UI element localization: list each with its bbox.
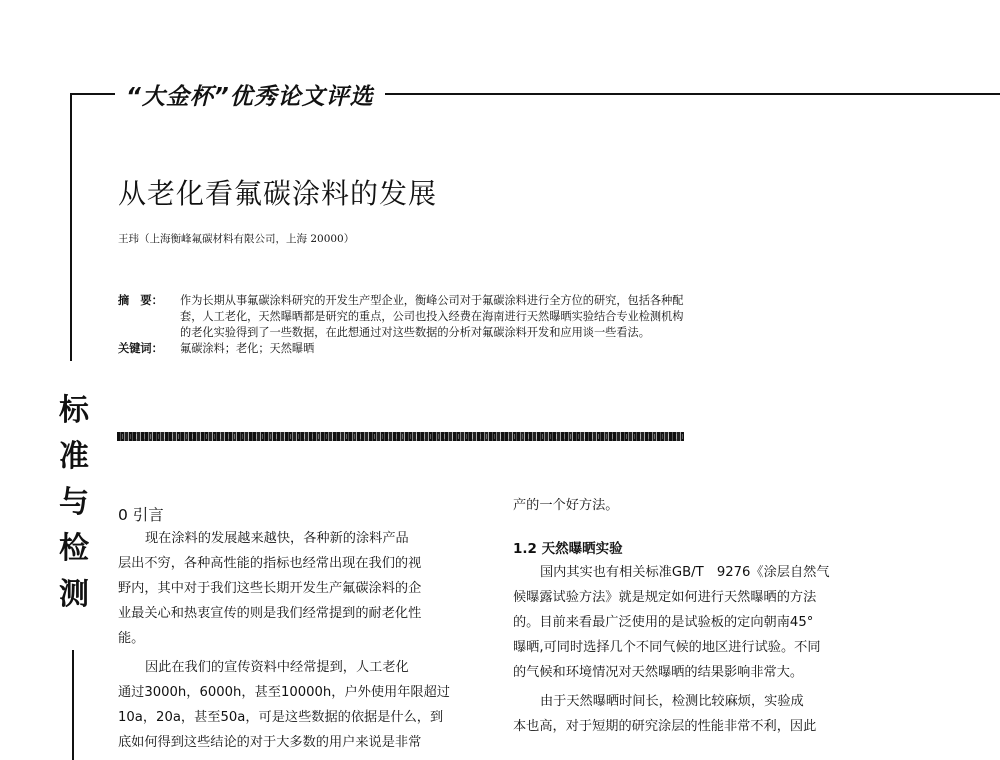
text-line: 国内其实也有相关标准GB/T 9276《涂层自然气 [540, 565, 830, 580]
frame-left-rule-upper [70, 93, 72, 361]
frame-left-rule-lower [72, 650, 74, 760]
text-line: 通过3000h，6000h，甚至10000h，户外使用年限超过 [118, 685, 450, 700]
subsection-heading-natural-exposure: 1.2 天然曝晒实验 [513, 541, 623, 557]
abstract-text [180, 293, 858, 341]
text-line: 现在涂料的发展越来越快，各种新的涂料产品 [145, 531, 409, 546]
column-label-standards-testing [56, 388, 92, 618]
abstract-block [118, 293, 858, 357]
column-label-char: 标 [59, 393, 89, 428]
frame-top-right-rule [385, 93, 1000, 95]
column-label-char: 与 [59, 485, 89, 520]
keywords-text: 氟碳涂料；老化；天然曝晒 [180, 342, 315, 355]
frame-top-left-rule [70, 93, 115, 95]
text-line: 底如何得到这些结论的对于大多数的用户来说是非常 [118, 735, 422, 750]
text-line: 的。目前来看最广泛使用的是试验板的定向朝南45° [513, 615, 814, 630]
author-affiliation: 王玮（上海衡峰氟碳材料有限公司，上海 20000） [118, 233, 355, 245]
text-line: 由于天然曝晒时间长，检测比较麻烦，实验成 [540, 694, 804, 709]
decorative-separator-bar [117, 432, 684, 441]
abstract-line: 作为长期从事氟碳涂料研究的开发生产型企业，衡峰公司对于氟碳涂料进行全方位的研究，包括各种配 [180, 294, 684, 307]
abstract-line: 套，人工老化，天然曝晒都是研究的重点，公司也投入经费在海南进行天然曝晒实验结合专业检测机构 [180, 310, 684, 323]
section-heading-introduction: 0 引言 [118, 506, 164, 524]
text-line: 候曝露试验方法》就是规定如何进行天然曝晒的方法 [513, 590, 817, 605]
paragraph [513, 689, 908, 739]
abstract-line: 的老化实验得到了一些数据，在此想通过对这些数据的分析对氟碳涂料开发和应用谈一些看法。 [180, 326, 650, 339]
body-column-right [513, 493, 908, 739]
paragraph [118, 655, 503, 755]
column-label-char: 检 [59, 531, 89, 566]
keywords [118, 341, 858, 357]
text-line: 层出不穷，各种高性能的指标也经常出现在我们的视 [118, 556, 422, 571]
text-line: 曝晒,可同时选择几个不同气候的地区进行试验。不同 [513, 640, 821, 655]
body-column-left [118, 504, 503, 755]
paragraph [513, 560, 908, 685]
column-label-char: 测 [59, 577, 89, 612]
text-line: 10a，20a，甚至50a，可是这些数据的依据是什么，到 [118, 710, 444, 725]
text-line: 业最关心和热衷宣传的则是我们经常提到的耐老化性 [118, 606, 422, 621]
section-label: “大金杯”优秀论文评选 [120, 78, 380, 111]
text-line: 本也高，对于短期的研究涂层的性能非常不利，因此 [513, 719, 817, 734]
abstract [118, 293, 858, 341]
text-line: 因此在我们的宣传资料中经常提到，人工老化 [145, 660, 409, 675]
text-line: 野内，其中对于我们这些长期开发生产氟碳涂料的企 [118, 581, 422, 596]
paragraph [118, 526, 503, 651]
text-line: 的气候和环境情况对天然曝晒的结果影响非常大。 [513, 665, 804, 680]
keywords-label: 关键词： [118, 342, 163, 355]
paper-title: 从老化看氟碳涂料的发展 [118, 177, 438, 210]
abstract-label: 摘 要： [118, 294, 163, 307]
text-line-continuation: 产的一个好方法。 [513, 498, 619, 513]
text-line: 能。 [118, 631, 145, 646]
column-label-char: 准 [59, 439, 89, 474]
